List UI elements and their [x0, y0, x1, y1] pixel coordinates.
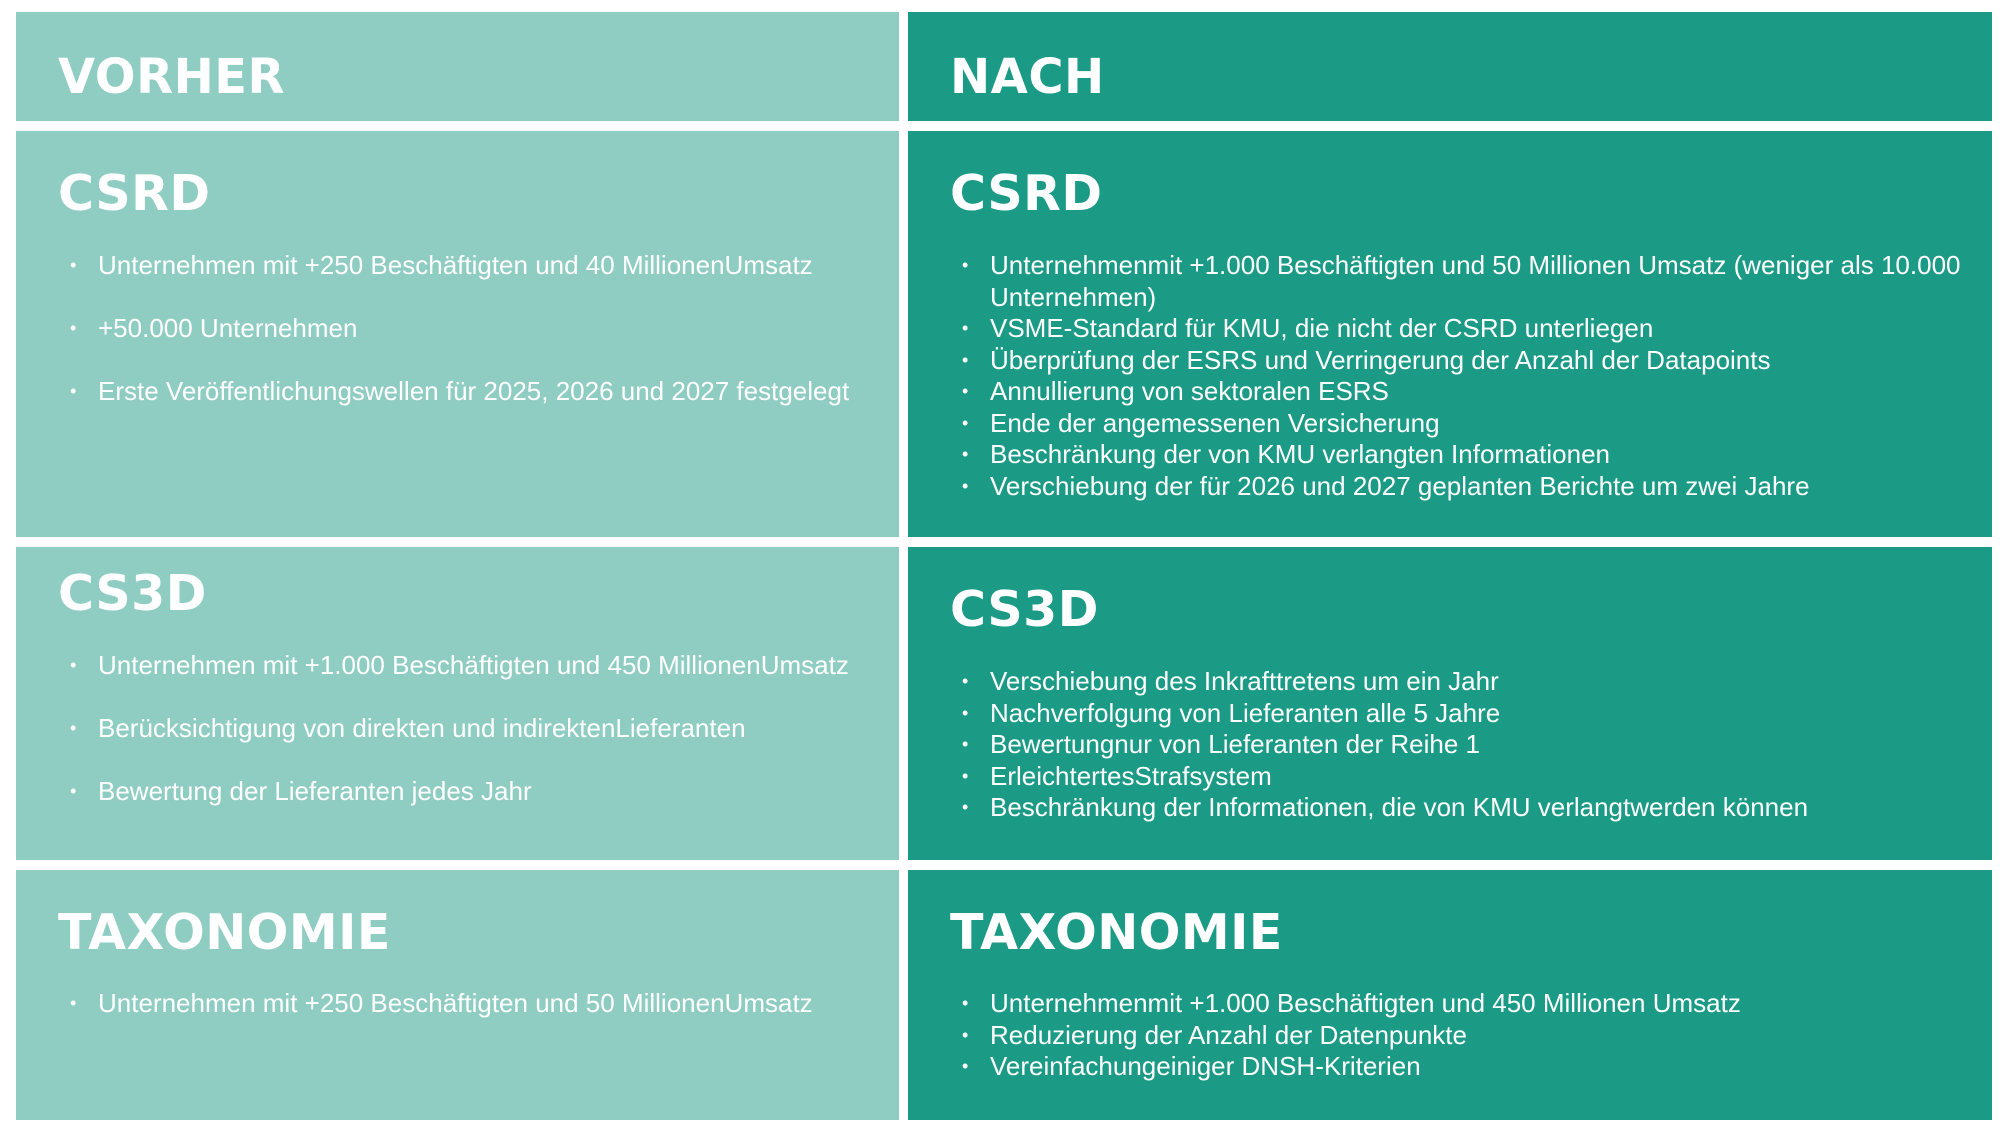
list-item: • Beschränkung der von KMU verlangten Informationen — [950, 439, 1970, 471]
list-item: • Nachverfolgung von Lieferanten alle 5 Jahre — [950, 698, 1970, 730]
taxonomie-nach-cell — [908, 870, 1992, 1120]
list-item: • Ende der angemessenen Versicherung — [950, 408, 1970, 440]
cs3d-nach-cell — [908, 547, 1992, 860]
taxonomie-nach-title: TAXONOMIE — [950, 904, 1283, 961]
header-vorher-cell — [16, 12, 899, 121]
list-item: • Beschränkung der Informationen, die von KMU verlangtwerden können — [950, 792, 1970, 824]
list-item: • Annullierung von sektoralen ESRS — [950, 376, 1970, 408]
cs3d-vorher-list — [58, 650, 878, 808]
list-item: • Verschiebung des Inkrafttretens um ein Jahr — [950, 666, 1970, 698]
list-item: • Unternehmen mit +250 Beschäftigten und 40 MillionenUmsatz — [58, 250, 858, 282]
csrd-vorher-cell — [16, 131, 899, 537]
list-item: • Unternehmenmit +1.000 Beschäftigten und 450 Millionen Umsatz — [950, 988, 1970, 1020]
list-item: • Reduzierung der Anzahl der Datenpunkte — [950, 1020, 1970, 1052]
list-item: • +50.000 Unternehmen — [58, 313, 858, 345]
cs3d-vorher-title: CS3D — [58, 565, 207, 622]
header-nach-title: NACH — [950, 49, 1105, 105]
list-item: • Berücksichtigung von direkten und indirektenLieferanten — [58, 713, 878, 745]
list-item: • VSME-Standard für KMU, die nicht der CSRD unterliegen — [950, 313, 1970, 345]
taxonomie-vorher-cell — [16, 870, 899, 1120]
cs3d-nach-title: CS3D — [950, 581, 1099, 638]
header-nach-cell — [908, 12, 1992, 121]
list-item: • Erste Veröffentlichungswellen für 2025, 2026 und 2027 festgelegt — [58, 376, 858, 408]
list-item: • Unternehmenmit +1.000 Beschäftigten und 50 Millionen Umsatz (weniger als 10.000 Unternehmen) — [950, 250, 1970, 313]
taxonomie-nach-list — [950, 988, 1970, 1083]
list-item: • Bewertungnur von Lieferanten der Reihe 1 — [950, 729, 1970, 761]
cs3d-vorher-cell — [16, 547, 899, 860]
taxonomie-vorher-list — [58, 988, 858, 1020]
csrd-vorher-title: CSRD — [58, 165, 211, 222]
list-item: • Vereinfachungeiniger DNSH-Kriterien — [950, 1051, 1970, 1083]
list-item: • Überprüfung der ESRS und Verringerung der Anzahl der Datapoints — [950, 345, 1970, 377]
cs3d-nach-list — [950, 666, 1970, 824]
list-item: • ErleichtertesStrafsystem — [950, 761, 1970, 793]
csrd-nach-cell — [908, 131, 1992, 537]
csrd-vorher-list — [58, 250, 858, 408]
csrd-nach-list — [950, 250, 1970, 502]
header-vorher-title: VORHER — [58, 49, 285, 105]
list-item: • Verschiebung der für 2026 und 2027 geplanten Berichte um zwei Jahre — [950, 471, 1970, 503]
list-item: • Unternehmen mit +1.000 Beschäftigten und 450 MillionenUmsatz — [58, 650, 878, 682]
csrd-nach-title: CSRD — [950, 165, 1103, 222]
list-item: • Bewertung der Lieferanten jedes Jahr — [58, 776, 878, 808]
taxonomie-vorher-title: TAXONOMIE — [58, 904, 391, 961]
list-item: • Unternehmen mit +250 Beschäftigten und 50 MillionenUmsatz — [58, 988, 858, 1020]
